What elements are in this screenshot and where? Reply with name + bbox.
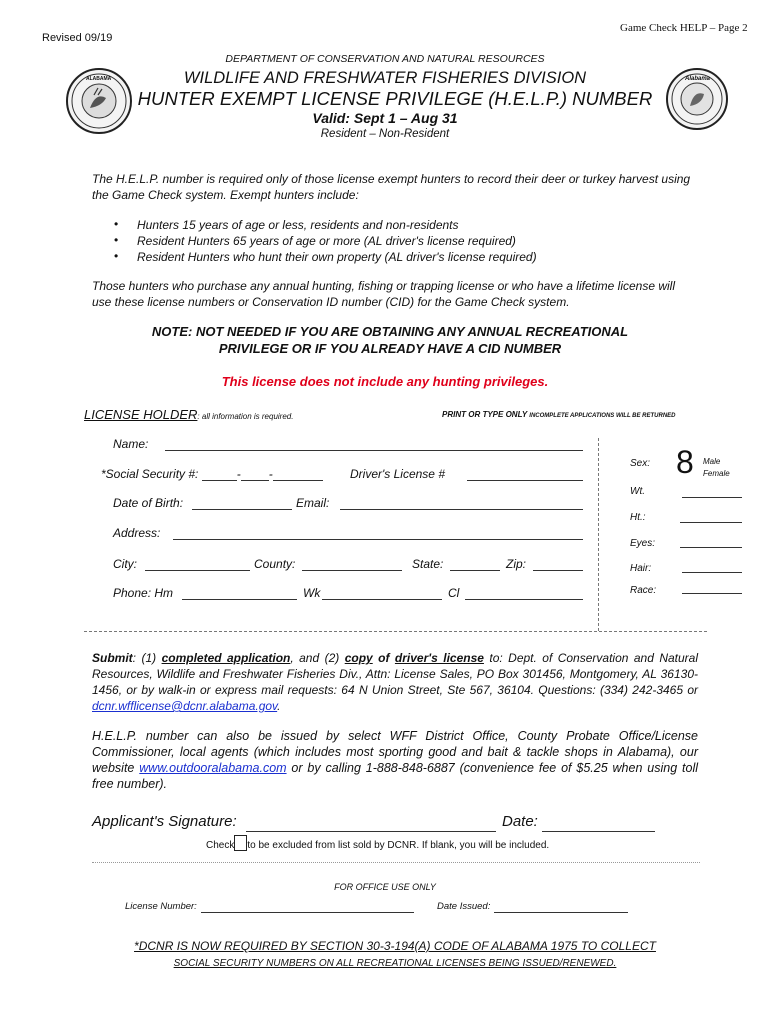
address-field[interactable]: [173, 526, 583, 540]
race-field[interactable]: [682, 593, 742, 594]
revised-date: Revised 09/19: [42, 32, 113, 44]
signature-label: Applicant's Signature:: [92, 813, 237, 830]
left-seal-logo: [66, 68, 132, 134]
name-field[interactable]: [165, 437, 583, 451]
right-seal-logo: [666, 68, 728, 130]
ssn-label: *Social Security #:: [101, 467, 199, 481]
print-instruction: [442, 410, 676, 419]
residency-label: Resident – Non-Resident: [320, 128, 450, 140]
name-label: Name:: [113, 437, 149, 451]
phone-work-label: Wk: [303, 586, 321, 600]
list-item: • Resident Hunters who hunt their own property (AL driver's license required): [92, 250, 692, 266]
main-title: HUNTER EXEMPT LICENSE PRIVILEGE (H.E.L.P.) NUMBER: [137, 88, 653, 109]
race-label: Race:: [630, 585, 657, 596]
ssn-field-part3[interactable]: [273, 467, 323, 481]
office-divider: [92, 862, 700, 863]
license-holders-paragraph: Those hunters who purchase any annual hunting, fishing or trapping license or who have a lifetime license will use these license numbers or Conservation ID number (CID) for the Game Check system.: [92, 279, 676, 309]
signature-date-label: Date:: [502, 813, 538, 830]
dept-name: DEPARTMENT OF CONSERVATION AND NATURAL RESOURCES: [225, 53, 545, 65]
exclude-row: [206, 835, 549, 851]
zip-field[interactable]: [533, 557, 583, 571]
address-label: Address:: [113, 526, 161, 540]
ssn-field-part2[interactable]: [241, 467, 269, 481]
division-title: WILDLIFE AND FRESHWATER FISHERIES DIVISION: [183, 69, 587, 87]
female-option[interactable]: Female: [703, 469, 730, 478]
height-field[interactable]: [680, 522, 742, 523]
license-holder-header: [84, 406, 293, 424]
license-number-label: License Number:: [125, 901, 197, 912]
email-field[interactable]: [340, 496, 583, 510]
phone-cell-field[interactable]: [465, 586, 583, 600]
dob-field[interactable]: [192, 496, 292, 510]
state-field[interactable]: [450, 557, 500, 571]
incomplete-warning: INCOMPLETE APPLICATIONS WILL BE RETURNED: [529, 413, 676, 419]
city-label: City:: [113, 557, 137, 571]
zip-label: Zip:: [506, 557, 527, 571]
eyes-label: Eyes:: [630, 538, 656, 549]
all-required-note: : all information is required.: [197, 412, 294, 421]
ssn-field-part1[interactable]: [202, 467, 237, 481]
eyes-field[interactable]: [680, 547, 742, 548]
submit-instructions: Submit: (1) completed application, and (2) copy of driver's license to: Dept. of Conservation and Natural Resources, Wildlife and Freshwater Fisheries Div., Attn: License Sales, PO Box 301456, Montgomery, AL 36130-1456, or by walk-in or express mail requests: 64 N Union Street, Ste 567, 36104. Questions: (334) 242-3465 or dcnr.wfflicense@dcnr.alabama.gov.: [92, 651, 699, 713]
phone-home-field[interactable]: [182, 586, 297, 600]
county-field[interactable]: [302, 557, 402, 571]
male-option[interactable]: Male: [703, 457, 721, 466]
ssn-row: *Social Security #: - -: [101, 467, 323, 481]
hair-label: Hair:: [630, 563, 652, 574]
help-paragraph: H.E.L.P. number can also be issued by select WFF District Office, County Probate Office/License Commissioner, local agents (which includes most sporting good and bait & tackle shops in Alabama), our website www.outdooralabama.com or by calling 1-888-848-6887 (convenience fee of $5.25 when using toll free number).: [92, 729, 699, 791]
legal-footer-line1: *DCNR IS NOW REQUIRED BY SECTION 30-3-194(A) CODE OF ALABAMA 1975 TO COLLECT: [134, 939, 656, 953]
section-divider: [84, 631, 707, 632]
hair-field[interactable]: [682, 572, 742, 573]
exempt-list: [92, 218, 692, 266]
website-link[interactable]: www.outdooralabama.com: [139, 761, 287, 775]
state-label: State:: [412, 557, 444, 571]
city-field[interactable]: [145, 557, 250, 571]
date-issued-field[interactable]: [494, 901, 628, 913]
phone-cell-label: Cl: [448, 586, 460, 600]
check-label: Check: [206, 840, 235, 851]
date-issued-label: Date Issued:: [437, 901, 491, 912]
valid-period: Valid: Sept 1 – Aug 31: [312, 110, 458, 126]
drivers-license-label: Driver's License #: [350, 467, 445, 481]
legal-footer-line2: SOCIAL SECURITY NUMBERS ON ALL RECREATIONAL LICENSES BEING ISSUED/RENEWED.: [173, 958, 617, 969]
page-label: Game Check HELP – Page 2: [620, 22, 748, 34]
license-number-field[interactable]: [201, 901, 414, 913]
warning-text: This license does not include any hunting privileges.: [221, 374, 549, 389]
note-text: NOTE: NOT NEEDED IF YOU ARE OBTAINING ANY ANNUAL RECREATIONAL PRIVILEGE OR IF YOU ALREADY HAVE A CID NUMBER: [151, 324, 629, 356]
phone-work-field[interactable]: [322, 586, 442, 600]
height-label: Ht.:: [630, 512, 646, 523]
intro-paragraph: The H.E.L.P. number is required only of those license exempt hunters to record their deer or turkey harvest using the Game Check system. Exempt hunters include:: [92, 172, 691, 202]
list-item: • Resident Hunters 65 years of age or more (AL driver's license required): [92, 234, 692, 250]
weight-field[interactable]: [682, 497, 742, 498]
signature-date-field[interactable]: [542, 813, 655, 832]
email-link[interactable]: dcnr.wfflicense@dcnr.alabama.gov: [92, 699, 278, 713]
office-use-heading: FOR OFFICE USE ONLY: [334, 882, 436, 892]
left-seal-text: ALABAMA: [86, 76, 112, 82]
email-label: Email:: [296, 496, 330, 510]
sex-checkbox-icon[interactable]: 8: [676, 444, 694, 480]
print-or-type: PRINT OR TYPE ONLY: [442, 410, 528, 419]
signature-field[interactable]: [246, 813, 496, 832]
sex-label: Sex:: [630, 458, 651, 469]
weight-label: Wt.: [630, 486, 645, 497]
drivers-license-field[interactable]: [467, 467, 583, 481]
exclude-checkbox[interactable]: [234, 835, 247, 851]
vertical-divider: [598, 438, 599, 631]
list-item: • Hunters 15 years of age or less, residents and non-residents: [92, 218, 692, 234]
license-holder-heading: LICENSE HOLDER: [84, 407, 198, 422]
dob-label: Date of Birth:: [113, 496, 184, 510]
exclude-text: to be excluded from list sold by DCNR. If blank, you will be included.: [247, 840, 550, 851]
right-seal-text: Alabama: [685, 76, 711, 82]
county-label: County:: [254, 557, 296, 571]
phone-home-label: Phone: Hm: [113, 586, 174, 600]
